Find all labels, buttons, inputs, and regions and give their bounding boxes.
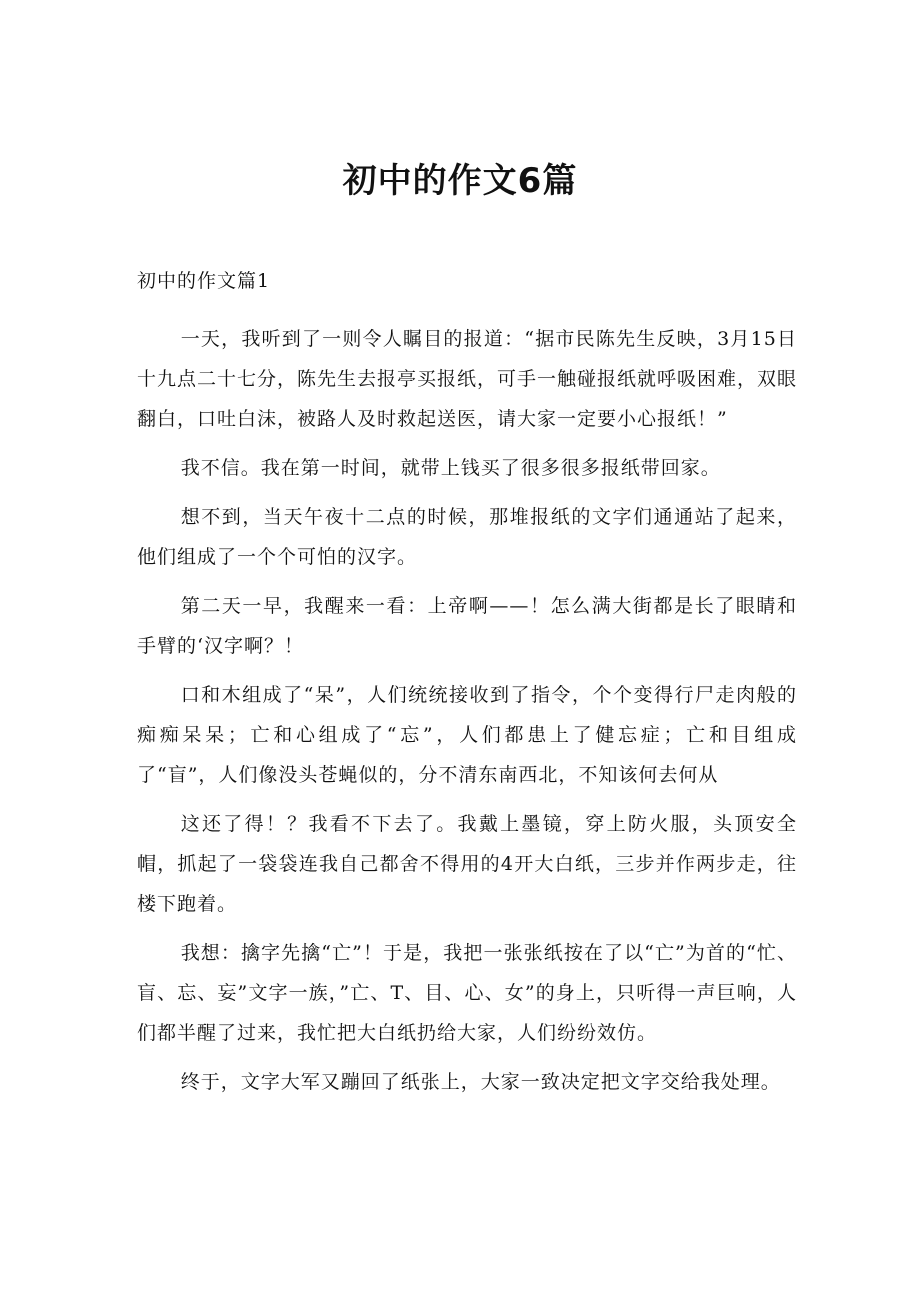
paragraph-4: 第二天一早，我醒来一看：上帝啊——！怎么满大街都是长了眼睛和手臂的‘汉字啊？！ (137, 595, 797, 657)
paragraph-7: 我想：擒字先擒“亡”！于是，我把一张张纸按在了以“亡”为首的“忙、盲、忘、妄”文字一族，”亡、T、目、心、女”的身上，只听得一声巨响，人们都半醒了过来，我忙把大白纸扔给大家，人们纷纷效仿。 (137, 942, 797, 1044)
paragraph-1: 一天，我听到了一则令人瞩目的报道：“据市民陈先生反映，3月15日十九点二十七分，陈先生去报亭买报纸，可手一触碰报纸就呼吸困难，双眼翻白，口吐白沫，被路人及时救起送医，请大家一定要小心报纸！” (137, 328, 798, 430)
paragraph-8: 终于，文字大军又蹦回了纸张上，大家一致决定把文字交给我处理。 (180, 1071, 781, 1093)
document-title: 初中的作文6篇 (342, 161, 578, 201)
paragraph-5: 口和木组成了“呆”，人们统统接收到了指令，个个变得行尸走肉般的痴痴呆呆；亡和心组成了“忘”，人们都患上了健忘症；亡和目组成了“盲”，人们像没头苍蝇似的，分不清东南西北，不知该何去何从 (137, 684, 797, 786)
paragraph-6: 这还了得！？我看不下去了。我戴上墨镜，穿上防火服，头顶安全帽，抓起了一袋袋连我自己都舍不得用的4开大白纸，三步并作两步走，往楼下跑着。 (137, 813, 797, 915)
paragraph-2: 我不信。我在第一时间，就带上钱买了很多很多报纸带回家。 (180, 457, 721, 479)
section-heading: 初中的作文篇1 (137, 270, 271, 292)
paragraph-3: 想不到，当天午夜十二点的时候，那堆报纸的文字们通通站了起来，他们组成了一个个可怕的汉字。 (137, 506, 797, 568)
document-body (137, 261, 797, 1111)
